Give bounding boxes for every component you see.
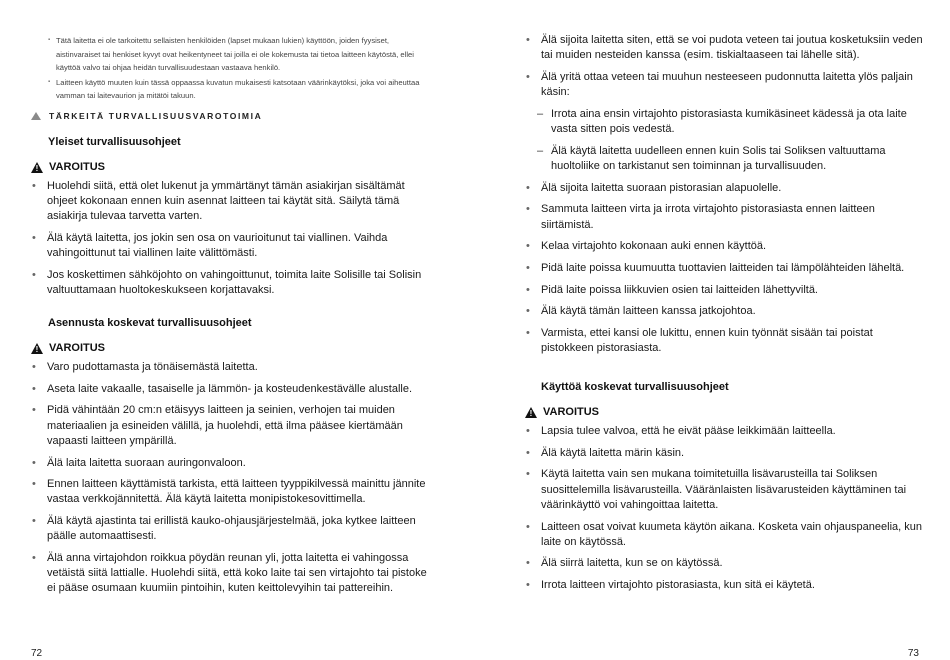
warning-icon: ! <box>31 343 43 354</box>
right-page <box>475 0 950 660</box>
general-safety-heading: Yleiset turvallisuusohjeet <box>48 136 181 148</box>
list-item: • Laitteen osat voivat kuumeta käytön aikana. Kosketa vain ohjauspaneelia, kun laite on käytössä. <box>525 520 925 550</box>
list-item: • Älä siirrä laitetta, kun se on käytössä. <box>525 556 925 571</box>
warning-label <box>525 406 599 418</box>
warning-text: VAROITUS <box>49 161 106 173</box>
list-item: • Jos koskettimen sähköjohto on vahingoittunut, toimita laite Solisille tai Solisin valtuuttamaan huoltokeskukseen korjattavaksi. <box>31 268 431 298</box>
installation-safety-list <box>31 360 431 603</box>
page-number: 72 <box>31 648 43 659</box>
warning-icon: ! <box>525 407 537 418</box>
list-item: • Älä käytä tämän laitteen kanssa jatkojohtoa. <box>525 304 925 319</box>
section-heading-text: TÄRKEITÄ TURVALLISUUSVAROTOIMIA <box>49 111 263 121</box>
warning-text: VAROITUS <box>543 406 600 418</box>
list-item: • Älä sijoita laitetta suoraan pistorasian alapuolelle. <box>525 181 925 196</box>
list-item: • Älä laita laitetta suoraan auringonvaloon. <box>31 456 431 471</box>
list-item: • Älä käytä ajastinta tai erillistä kauko-ohjausjärjestelmää, joka kytkee laitteen päälle automaattisesti. <box>31 514 431 544</box>
caution-triangle-icon <box>31 112 41 120</box>
sub-list-item: – Irrota aina ensin virtajohto pistorasiasta kumikäsineet kädessä ja ota laite vasta sitten pois vedestä. <box>525 107 925 137</box>
list-item: • Pidä laite poissa kuumuutta tuottavien laitteiden tai lämpölähteiden läheltä. <box>525 261 925 276</box>
list-item: • Käytä laitetta vain sen mukana toimitetuilla lisävarusteilla tai Soliksen suosittelemilla lisävarusteilla. Vääränlaisten lisävarusteiden käyttäminen tai väärinkäyttö voi vahingoittaa laitetta. <box>525 467 925 513</box>
list-item: • Lapsia tulee valvoa, että he eivät pääse leikkimään laitteella. <box>525 424 925 439</box>
section-heading <box>31 111 262 121</box>
usage-safety-list <box>525 424 925 600</box>
page-number: 73 <box>907 648 919 659</box>
intro-note: ▪ Laitteen käyttö muuten kuin tässä oppaassa kuvatun mukaisesti katsotaan väärinkäytöksi, joka voi aiheuttaa vamman tai laitevaurion ja mitätöi takuun. <box>48 76 428 103</box>
list-item: • Huolehdi siitä, että olet lukenut ja ymmärtänyt tämän asiakirjan sisältämät ohjeet kokonaan ennen kuin asennat laitteen tai käytät sitä. Säilytä tämä asiakirja tulevaa tarvetta varten. <box>31 179 431 225</box>
intro-notes <box>48 34 428 104</box>
list-item: • Älä käytä laitetta märin käsin. <box>525 446 925 461</box>
general-safety-list <box>31 179 431 305</box>
sub-list-item: – Älä käytä laitetta uudelleen ennen kuin Solis tai Soliksen valtuuttama huoltoliike on tarkistanut sen toiminnan ja turvallisuuden. <box>525 144 925 174</box>
warning-label <box>31 161 105 173</box>
list-item: • Älä sijoita laitetta siten, että se voi pudota veteen tai joutua kosketuksiin veden tai muiden nesteiden kanssa (esim. tiskialtaaseen tai lähelle sitä). <box>525 33 925 63</box>
warning-icon: ! <box>31 162 43 173</box>
list-item: • Aseta laite vakaalle, tasaiselle ja lämmön- ja kosteudenkestävälle alustalle. <box>31 382 431 397</box>
list-item: • Varmista, ettei kansi ole lukittu, ennen kuin työnnät sisään tai poistat pistokkeen pistorasiasta. <box>525 326 925 356</box>
warning-label <box>31 342 105 354</box>
list-item: • Varo pudottamasta ja tönäisemästä laitetta. <box>31 360 431 375</box>
list-item: • Älä anna virtajohdon roikkua pöydän reunan yli, jotta laitetta ei vahingossa vetäistä siitä lattialle. Huolehdi siitä, että koko laite tai sen virtajohto tai pistoke ei pääse osumaan kuumiin pintoihin, kuten keittolevyihin tai pattereihin. <box>31 551 431 597</box>
safety-list-continued <box>525 33 925 363</box>
list-item: • Kelaa virtajohto kokonaan auki ennen käyttöä. <box>525 239 925 254</box>
list-item: • Sammuta laitteen virta ja irrota virtajohto pistorasiasta ennen laitteen siirtämistä. <box>525 202 925 232</box>
warning-text: VAROITUS <box>49 342 106 354</box>
list-item: • Irrota laitteen virtajohto pistorasiasta, kun sitä ei käytetä. <box>525 578 925 593</box>
list-item: • Älä yritä ottaa veteen tai muuhun nesteeseen pudonnutta laitetta ylös paljain käsin: <box>525 70 925 100</box>
list-item: • Älä käytä laitetta, jos jokin sen osa on vaurioitunut tai viallinen. Vaihda vahingoittunut tai viallinen laite välittömästi. <box>31 231 431 261</box>
list-item: • Pidä vähintään 20 cm:n etäisyys laitteen ja seinien, verhojen tai muiden materiaalien ja esineiden välillä, ja huolehdi, että ilma pääsee kiertämään vapaasti laitteen ympärillä. <box>31 403 431 449</box>
usage-safety-heading: Käyttöä koskevat turvallisuusohjeet <box>541 381 729 393</box>
list-item: • Ennen laitteen käyttämistä tarkista, että laitteen tyyppikilvessä mainittu jännite vastaa verkkojännitettä. Älä käytä laitetta monipistokesovittimella. <box>31 477 431 507</box>
list-item: • Pidä laite poissa liikkuvien osien tai laitteiden lähettyviltä. <box>525 283 925 298</box>
intro-note: ▪ Tätä laitetta ei ole tarkoitettu sellaisten henkilöiden (lapset mukaan lukien) käyttöön, joiden fyysiset, aistinvaraiset tai henkiset kyvyt ovat heikentyneet tai joilla ei ole kokemusta tai tietoa laitteen käytöstä, ellei käyttöä valvo tai ohjaa heidän turvallisuudestaan vastaava henkilö. <box>48 34 428 75</box>
installation-safety-heading: Asennusta koskevat turvallisuusohjeet <box>48 317 252 329</box>
